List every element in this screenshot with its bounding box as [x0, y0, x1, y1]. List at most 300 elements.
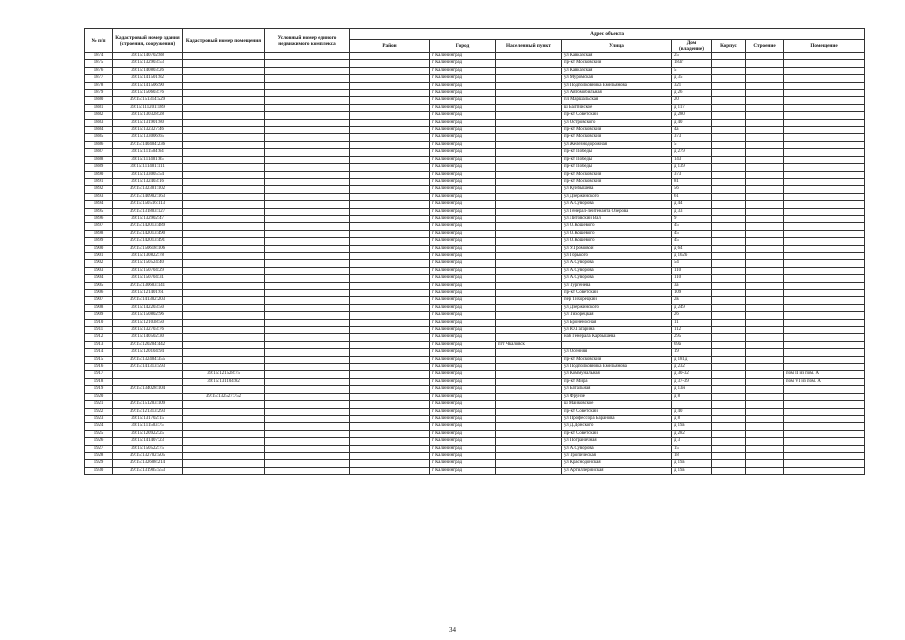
- cell-building: [746, 401, 784, 408]
- cell-block: [712, 149, 746, 156]
- cell-conditional: [265, 149, 350, 156]
- cell-block: [712, 304, 746, 311]
- cell-city: г Калининград: [430, 334, 496, 341]
- cell-building: [746, 156, 784, 163]
- table-row: [85, 75, 865, 82]
- cell-num: 1896: [85, 215, 113, 222]
- cell-cadastral-building: 39:15:121038:50: [113, 319, 183, 326]
- cell-city: г Калининград: [430, 304, 496, 311]
- cell-street: пр-кт Советский: [562, 430, 672, 437]
- cell-block: [712, 193, 746, 200]
- cell-street: ул Броненосная: [562, 319, 672, 326]
- cell-cadastral-room: [183, 467, 265, 474]
- cell-city: г Калининград: [430, 223, 496, 230]
- cell-city: г Калининград: [430, 260, 496, 267]
- table-row: [85, 341, 865, 348]
- cell-building: [746, 467, 784, 474]
- cell-block: [712, 297, 746, 304]
- cell-settlement: [496, 97, 562, 104]
- cell-building: [746, 186, 784, 193]
- cell-cadastral-building: 39:15:111401:111: [113, 164, 183, 171]
- cell-cadastral-room: [183, 119, 265, 126]
- cell-house: д 40: [672, 119, 712, 126]
- cell-settlement: [496, 267, 562, 274]
- cell-block: [712, 230, 746, 237]
- table-row: [85, 97, 865, 104]
- cell-cadastral-building: 39:15:132703:76: [113, 327, 183, 334]
- table-row: [85, 371, 865, 378]
- cell-cadastral-room: [183, 60, 265, 67]
- cell-building: [746, 438, 784, 445]
- cell-room: [784, 430, 865, 437]
- cell-cadastral-room: [183, 97, 265, 104]
- cell-cadastral-building: [113, 378, 183, 385]
- cell-conditional: [265, 334, 350, 341]
- cell-cadastral-room: [183, 208, 265, 215]
- cell-cadastral-building: 39:15:150618:106: [113, 245, 183, 252]
- cell-room: [784, 60, 865, 67]
- cell-cadastral-room: [183, 260, 265, 267]
- cell-conditional: [265, 260, 350, 267]
- cell-building: [746, 297, 784, 304]
- cell-district: [350, 97, 430, 104]
- cell-house: д 117: [672, 104, 712, 111]
- cell-cadastral-building: 39:15:133005:54: [113, 171, 183, 178]
- cell-house: д 19а: [672, 423, 712, 430]
- cell-num: 1874: [85, 53, 113, 60]
- cell-num: 1897: [85, 223, 113, 230]
- cell-conditional: [265, 215, 350, 222]
- cell-block: [712, 408, 746, 415]
- header-district: Район: [350, 40, 430, 53]
- cell-city: г Калининград: [430, 467, 496, 474]
- cell-room: [784, 304, 865, 311]
- cell-street: пер Тихорецкий: [562, 297, 672, 304]
- cell-city: г Калининград: [430, 245, 496, 252]
- cell-city: г Калининград: [430, 438, 496, 445]
- cell-conditional: [265, 371, 350, 378]
- cell-settlement: [496, 452, 562, 459]
- table-row: [85, 408, 865, 415]
- cell-street: ул А.Суворова: [562, 445, 672, 452]
- cell-settlement: [496, 60, 562, 67]
- cell-conditional: [265, 82, 350, 89]
- header-block: Корпус: [712, 40, 746, 53]
- cell-block: [712, 290, 746, 297]
- cell-block: [712, 90, 746, 97]
- cell-city: г Калининград: [430, 119, 496, 126]
- table-row: [85, 282, 865, 289]
- table-row: [85, 364, 865, 371]
- cell-block: [712, 53, 746, 60]
- cell-conditional: [265, 230, 350, 237]
- cell-building: [746, 245, 784, 252]
- cell-house: д 19а: [672, 460, 712, 467]
- cell-conditional: [265, 208, 350, 215]
- cell-room: [784, 156, 865, 163]
- cell-conditional: [265, 408, 350, 415]
- table-row: [85, 104, 865, 111]
- cell-district: [350, 430, 430, 437]
- cell-settlement: [496, 252, 562, 259]
- cell-conditional: [265, 112, 350, 119]
- cell-block: [712, 327, 746, 334]
- cell-cadastral-room: [183, 415, 265, 422]
- table-row: [85, 223, 865, 230]
- cell-num: 1894: [85, 201, 113, 208]
- cell-room: [784, 104, 865, 111]
- cell-block: [712, 319, 746, 326]
- cell-cadastral-room: [183, 201, 265, 208]
- cell-street: ул Артиллерийская: [562, 467, 672, 474]
- cell-settlement: [496, 245, 562, 252]
- cell-building: [746, 282, 784, 289]
- cell-settlement: [496, 275, 562, 282]
- cell-cadastral-room: [183, 178, 265, 185]
- cell-district: [350, 378, 430, 385]
- cell-room: [784, 460, 865, 467]
- cell-building: [746, 393, 784, 400]
- cell-district: [350, 371, 430, 378]
- cell-conditional: [265, 415, 350, 422]
- cell-settlement: [496, 304, 562, 311]
- cell-house: 110: [672, 275, 712, 282]
- table-row: [85, 178, 865, 185]
- cell-cadastral-room: [183, 149, 265, 156]
- cell-street: пр-кт Московский: [562, 356, 672, 363]
- cell-city: г Калининград: [430, 238, 496, 245]
- cell-block: [712, 134, 746, 141]
- cell-cadastral-room: [183, 327, 265, 334]
- table-row: [85, 193, 865, 200]
- cell-cadastral-building: 39:15:134028:104: [113, 386, 183, 393]
- cell-settlement: [496, 127, 562, 134]
- cell-conditional: [265, 460, 350, 467]
- cell-cadastral-room: [183, 141, 265, 148]
- cell-city: г Калининград: [430, 67, 496, 74]
- cell-block: [712, 223, 746, 230]
- cell-conditional: [265, 186, 350, 193]
- cell-settlement: [496, 156, 562, 163]
- cell-building: [746, 104, 784, 111]
- cell-city: г Калининград: [430, 186, 496, 193]
- cell-city: г Калининград: [430, 275, 496, 282]
- table-row: [85, 430, 865, 437]
- cell-cadastral-room: [183, 215, 265, 222]
- header-street: Улица: [562, 40, 672, 53]
- cell-settlement: [496, 75, 562, 82]
- cell-num: 1920: [85, 393, 113, 400]
- cell-conditional: [265, 97, 350, 104]
- cell-cadastral-room: 39:15:121528:75: [183, 371, 265, 378]
- cell-city: г Калининград: [430, 53, 496, 60]
- cell-conditional: [265, 53, 350, 60]
- table-row: [85, 460, 865, 467]
- cell-settlement: [496, 386, 562, 393]
- cell-num: 1925: [85, 430, 113, 437]
- cell-cadastral-building: 39:15:151203:109: [113, 401, 183, 408]
- cell-district: [350, 341, 430, 348]
- cell-conditional: [265, 364, 350, 371]
- table-row: [85, 201, 865, 208]
- cell-house: д 232: [672, 364, 712, 371]
- cell-settlement: [496, 408, 562, 415]
- cell-room: [784, 238, 865, 245]
- cell-district: [350, 75, 430, 82]
- cell-settlement: [496, 282, 562, 289]
- cell-house: 183г: [672, 60, 712, 67]
- cell-building: [746, 408, 784, 415]
- cell-num: 1928: [85, 452, 113, 459]
- cell-room: [784, 164, 865, 171]
- cell-room: [784, 423, 865, 430]
- cell-room: [784, 341, 865, 348]
- cell-conditional: [265, 401, 350, 408]
- cell-cadastral-building: 39:15:150522:75: [113, 445, 183, 452]
- table-row: [85, 297, 865, 304]
- cell-house: д 26: [672, 90, 712, 97]
- cell-settlement: [496, 319, 562, 326]
- cell-house: д 30-32: [672, 371, 712, 378]
- cell-cadastral-building: 39:15:130328:28: [113, 112, 183, 119]
- cell-num: 1916: [85, 364, 113, 371]
- cell-house: 45: [672, 230, 712, 237]
- cell-building: [746, 112, 784, 119]
- cell-cadastral-room: [183, 104, 265, 111]
- cell-room: [784, 364, 865, 371]
- table-row: [85, 215, 865, 222]
- cell-block: [712, 112, 746, 119]
- table-row: [85, 141, 865, 148]
- table-row: [85, 186, 865, 193]
- cell-cadastral-room: [183, 312, 265, 319]
- cell-cadastral-room: [183, 75, 265, 82]
- table-row: [85, 349, 865, 356]
- cell-num: 1886: [85, 141, 113, 148]
- cell-block: [712, 438, 746, 445]
- cell-district: [350, 349, 430, 356]
- cell-building: [746, 171, 784, 178]
- cell-num: 1887: [85, 149, 113, 156]
- cell-house: 11: [672, 319, 712, 326]
- cell-building: [746, 60, 784, 67]
- cell-block: [712, 208, 746, 215]
- cell-street: ул Кавказская: [562, 67, 672, 74]
- cell-city: г Калининград: [430, 267, 496, 274]
- cell-house: д 280: [672, 112, 712, 119]
- cell-building: [746, 334, 784, 341]
- cell-house: д 35: [672, 75, 712, 82]
- cell-conditional: [265, 356, 350, 363]
- cell-cadastral-room: [183, 230, 265, 237]
- cell-block: [712, 119, 746, 126]
- cell-conditional: [265, 282, 350, 289]
- cell-conditional: [265, 156, 350, 163]
- cell-num: 1899: [85, 238, 113, 245]
- table-row: [85, 67, 865, 74]
- cell-building: [746, 312, 784, 319]
- cell-block: [712, 104, 746, 111]
- cell-district: [350, 467, 430, 474]
- cell-block: [712, 67, 746, 74]
- cell-house: [672, 401, 712, 408]
- cell-district: [350, 171, 430, 178]
- cell-city: г Калининград: [430, 319, 496, 326]
- cell-street: ул Муромская: [562, 75, 672, 82]
- cell-building: [746, 67, 784, 74]
- cell-street: ул Тургенева: [562, 282, 672, 289]
- cell-conditional: [265, 267, 350, 274]
- cell-settlement: [496, 104, 562, 111]
- cell-block: [712, 275, 746, 282]
- cell-num: 1906: [85, 290, 113, 297]
- cell-conditional: [265, 378, 350, 385]
- table-row: [85, 53, 865, 60]
- cell-num: 1898: [85, 230, 113, 237]
- cell-settlement: [496, 82, 562, 89]
- cell-building: [746, 415, 784, 422]
- cell-num: 1929: [85, 460, 113, 467]
- cell-building: [746, 134, 784, 141]
- cell-num: 1892: [85, 186, 113, 193]
- cell-house: д 40: [672, 408, 712, 415]
- table-row: [85, 134, 865, 141]
- cell-city: г Калининград: [430, 327, 496, 334]
- cell-street: ул Батальная: [562, 386, 672, 393]
- cell-city: г Калининград: [430, 371, 496, 378]
- cell-room: [784, 82, 865, 89]
- cell-cadastral-building: 39:15:120922:25: [113, 430, 183, 437]
- cell-block: [712, 393, 746, 400]
- cell-building: [746, 290, 784, 297]
- cell-building: [746, 97, 784, 104]
- cell-block: [712, 415, 746, 422]
- header-building: Строение: [746, 40, 784, 53]
- cell-num: 1908: [85, 304, 113, 311]
- cell-block: [712, 467, 746, 474]
- cell-cadastral-room: [183, 341, 265, 348]
- cell-room: [784, 127, 865, 134]
- cell-room: [784, 230, 865, 237]
- cell-conditional: [265, 193, 350, 200]
- cell-cadastral-room: [183, 319, 265, 326]
- cell-room: [784, 327, 865, 334]
- table-row: [85, 393, 865, 400]
- cell-house: д 162б: [672, 252, 712, 259]
- cell-house: д 64: [672, 245, 712, 252]
- header-room: Помещение: [784, 40, 865, 53]
- cell-conditional: [265, 423, 350, 430]
- cell-settlement: [496, 201, 562, 208]
- cell-num: 1902: [85, 260, 113, 267]
- cell-street: пр-кт Московский: [562, 60, 672, 67]
- cell-house: д 13н: [672, 386, 712, 393]
- cell-district: [350, 334, 430, 341]
- table-body: [85, 53, 865, 475]
- header-settlement: Населенный пункт: [496, 40, 562, 53]
- cell-settlement: пгт Чкаловск: [496, 341, 562, 348]
- cell-room: [784, 401, 865, 408]
- cell-room: пом VI из пом. А: [784, 378, 865, 385]
- cell-block: [712, 401, 746, 408]
- cell-district: [350, 408, 430, 415]
- table-row: [85, 378, 865, 385]
- cell-building: [746, 341, 784, 348]
- cell-district: [350, 393, 430, 400]
- cell-conditional: [265, 319, 350, 326]
- cell-room: [784, 223, 865, 230]
- cell-num: 1930: [85, 467, 113, 474]
- cell-building: [746, 164, 784, 171]
- cell-house: д 44: [672, 201, 712, 208]
- cell-district: [350, 401, 430, 408]
- cell-room: [784, 334, 865, 341]
- cell-settlement: [496, 112, 562, 119]
- cell-cadastral-building: 39:15:141313:593: [113, 364, 183, 371]
- cell-settlement: [496, 393, 562, 400]
- cell-building: [746, 149, 784, 156]
- cell-house: 295: [672, 334, 712, 341]
- cell-cadastral-building: 39:15:131901:80: [113, 119, 183, 126]
- cell-district: [350, 193, 430, 200]
- cell-cadastral-room: [183, 297, 265, 304]
- cell-num: 1923: [85, 415, 113, 422]
- cell-cadastral-building: 39:15:142013:490: [113, 230, 183, 237]
- cell-num: 1915: [85, 356, 113, 363]
- cell-num: 1880: [85, 97, 113, 104]
- cell-house: д 8: [672, 393, 712, 400]
- table-row: [85, 171, 865, 178]
- cell-cadastral-room: [183, 156, 265, 163]
- cell-house: 81: [672, 178, 712, 185]
- cell-building: [746, 356, 784, 363]
- cell-district: [350, 201, 430, 208]
- cell-building: [746, 141, 784, 148]
- cell-house: 20: [672, 97, 712, 104]
- cell-city: г Калининград: [430, 290, 496, 297]
- cell-house: 26: [672, 312, 712, 319]
- cell-city: г Калининград: [430, 201, 496, 208]
- cell-num: 1910: [85, 319, 113, 326]
- cell-district: [350, 141, 430, 148]
- cell-settlement: [496, 423, 562, 430]
- cell-house: д 181д: [672, 356, 712, 363]
- cell-district: [350, 364, 430, 371]
- cell-cadastral-building: 39:15:150524:40: [113, 260, 183, 267]
- cell-street: ул А.Суворова: [562, 275, 672, 282]
- cell-cadastral-room: [183, 364, 265, 371]
- cell-city: г Калининград: [430, 415, 496, 422]
- cell-building: [746, 364, 784, 371]
- cell-cadastral-building: [113, 371, 183, 378]
- cell-house: 61: [672, 193, 712, 200]
- cell-street: ул Кавказская: [562, 53, 672, 60]
- cell-street: ул А.Суворова: [562, 201, 672, 208]
- cell-street: пр-кт Советский: [562, 290, 672, 297]
- cell-building: [746, 90, 784, 97]
- cell-block: [712, 282, 746, 289]
- cell-street: ул Подполковника Емельянова: [562, 364, 672, 371]
- cell-num: 1904: [85, 275, 113, 282]
- cell-num: 1891: [85, 178, 113, 185]
- cell-house: д 3: [672, 438, 712, 445]
- cell-street: [562, 341, 672, 348]
- cell-district: [350, 82, 430, 89]
- cell-settlement: [496, 327, 562, 334]
- cell-building: [746, 201, 784, 208]
- cell-conditional: [265, 290, 350, 297]
- cell-street: ул О.Кошевого: [562, 238, 672, 245]
